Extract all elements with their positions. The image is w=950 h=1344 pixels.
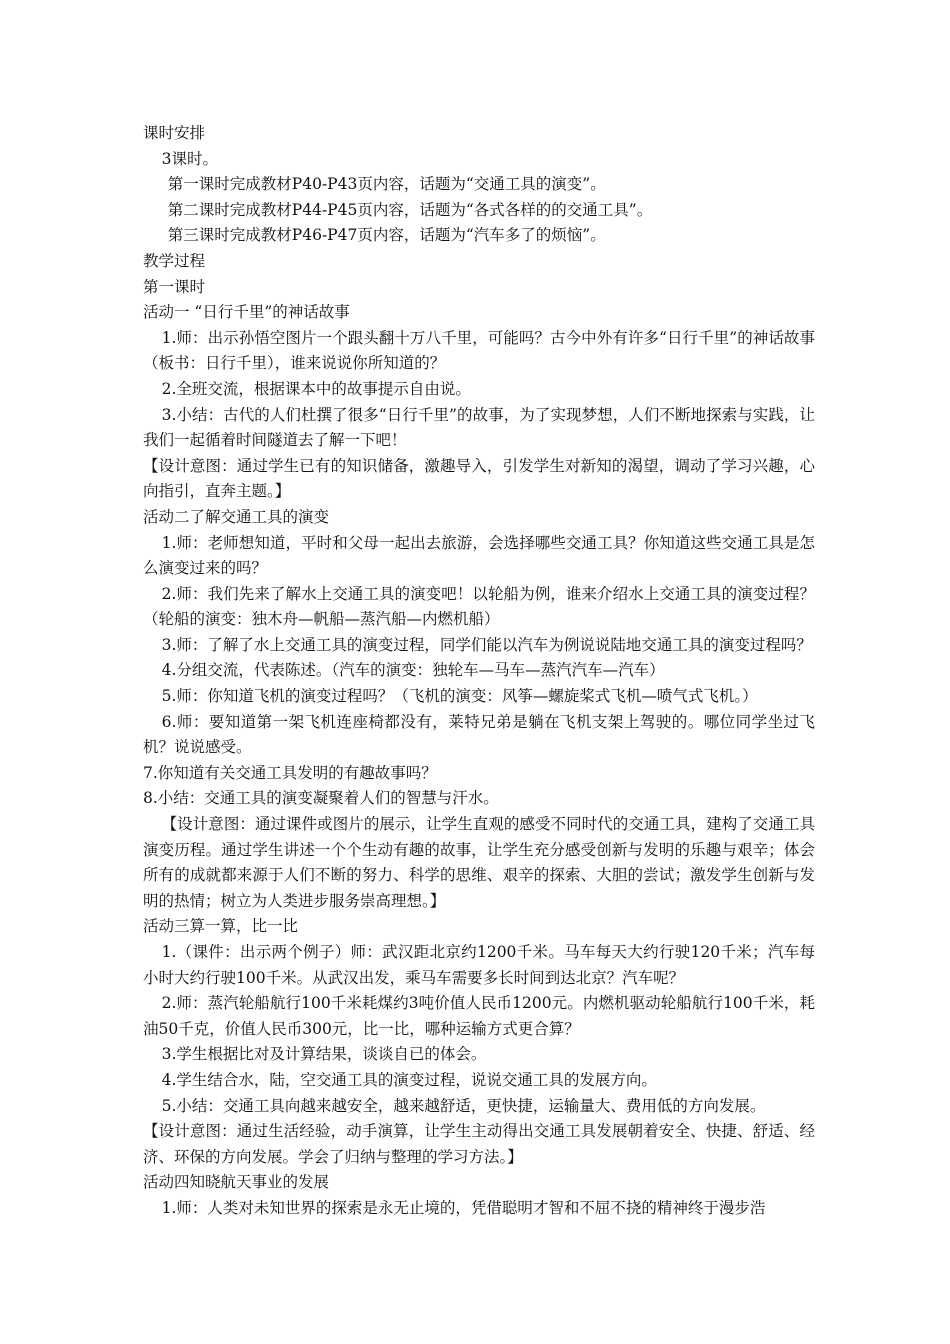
paragraph: 活动一 “日行千里”的神话故事 xyxy=(143,303,350,322)
paragraph: 6.师：要知道第一架飞机连座椅都没有，莱特兄弟是躺在飞机支架上驾驶的。哪位同学坐过飞机？说说感受。 xyxy=(143,712,815,757)
paragraph: 教学过程 xyxy=(143,251,206,270)
paragraph: 课时安排 xyxy=(143,124,206,142)
paragraph: 3.师：了解了水上交通工具的演变过程，同学们能以汽车为例说说陆地交通工具的演变过程吗？ xyxy=(161,635,812,654)
paragraph: 1.师：人类对未知世界的探索是永无止境的，凭借聪明才智和不屈不挠的精神终于漫步浩 xyxy=(161,1198,766,1217)
paragraph: 第一课时 xyxy=(143,277,206,296)
paragraph: 第一课时完成教材P40-P43页内容，话题为“交通工具的演变”。 xyxy=(167,175,606,194)
paragraph: 【设计意图：通过学生已有的知识储备，激趣导入，引发学生对新知的渴望，调动了学习兴趣，心向指引，直奔主题。】 xyxy=(143,456,815,501)
paragraph: 第三课时完成教材P46-P47页内容，话题为“汽车多了的烦恼”。 xyxy=(167,226,606,245)
paragraph: 2.全班交流，根据课本中的故事提示自由说。 xyxy=(161,379,471,398)
paragraph: 5.小结：交通工具向越来越安全，越来越舒适，更快捷，运输量大、费用低的方向发展。 xyxy=(161,1096,766,1115)
paragraph: 3.小结：古代的人们杜撰了很多“日行千里”的故事，为了实现梦想，人们不断地探索与实践，让我们一起循着时间隧道去了解一下吧！ xyxy=(143,405,815,450)
document-body xyxy=(143,121,815,1222)
paragraph: 1.（课件：出示两个例子）师：武汉距北京约1200千米。马车每天大约行驶120千米；汽车每小时大约行驶100千米。从武汉出发，乘马车需要多长时间到达北京？汽车呢？ xyxy=(143,943,815,987)
paragraph: 活动三算一算，比一比 xyxy=(143,917,299,936)
paragraph: 5.师：你知道飞机的演变过程吗？（飞机的演变：风筝—螺旋桨式飞机—喷气式飞机。） xyxy=(161,687,758,706)
paragraph: 1.师：出示孙悟空图片一个跟头翻十万八千里，可能吗？古今中外有许多“日行千里”的神话故事（板书：日行千里），谁来说说你所知道的？ xyxy=(143,328,815,373)
paragraph: 2.师：我们先来了解水上交通工具的演变吧！以轮船为例，谁来介绍水上交通工具的演变过程？（轮船的演变：独木舟—帆船—蒸汽船—内燃机船） xyxy=(143,584,815,629)
paragraph: 活动二了解交通工具的演变 xyxy=(143,507,330,526)
paragraph: 2.师：蒸汽轮船航行100千米耗煤约3吨价值人民币1200元。内燃机驱动轮船航行100千米，耗油50千克，价值人民币300元，比一比，哪种运输方式更合算？ xyxy=(143,994,815,1038)
paragraph: 4.分组交流，代表陈述。（汽车的演变：独轮车—马车—蒸汽汽车—汽车） xyxy=(161,661,665,680)
paragraph: 3课时。 xyxy=(161,149,218,168)
paragraph: 【设计意图：通过生活经验，动手演算，让学生主动得出交通工具发展朝着安全、快捷、舒适、经济、环保的方向发展。学会了归纳与整理的学习方法。】 xyxy=(143,1122,815,1166)
paragraph: 1.师：老师想知道，平时和父母一起出去旅游，会选择哪些交通工具？你知道这些交通工具是怎么演变过来的吗？ xyxy=(143,533,815,578)
paragraph: 活动四知晓航天事业的发展 xyxy=(143,1173,330,1192)
paragraph: 【设计意图：通过课件或图片的展示，让学生直观的感受不同时代的交通工具，建构了交通工具演变历程。通过学生讲述一个个生动有趣的故事，让学生充分感受创新与发明的乐趣与艰辛；体会所有的成就都来源于人们不断的努力、科学的思维、艰辛的探索、大胆的尝试；激发学生创新与发明的热情；树立为人类进步服务崇高理想。】 xyxy=(143,815,815,910)
paragraph: 第二课时完成教材P44-P45页内容，话题为“各式各样的的交通工具”。 xyxy=(167,200,653,219)
paragraph: 7.你知道有关交通工具发明的有趣故事吗？ xyxy=(143,763,437,782)
paragraph: 4.学生结合水，陆，空交通工具的演变过程，说说交通工具的发展方向。 xyxy=(161,1070,657,1089)
paragraph: 3.学生根据比对及计算结果，谈谈自已的体会。 xyxy=(161,1045,487,1064)
paragraph: 8.小结：交通工具的演变凝聚着人们的智慧与汗水。 xyxy=(143,789,499,808)
